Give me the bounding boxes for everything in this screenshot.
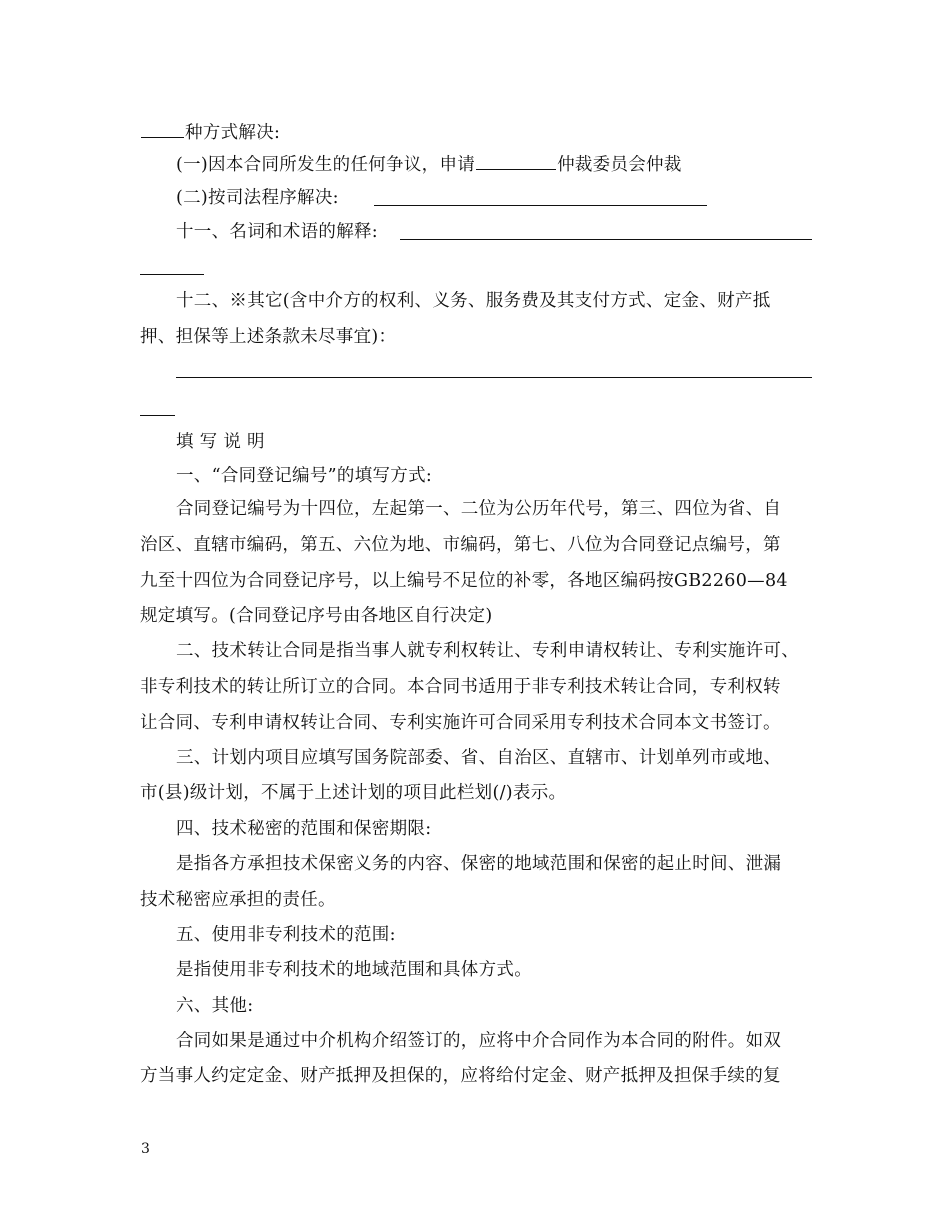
paragraph-line [140, 781, 566, 805]
line-judicial [176, 186, 339, 210]
text: 四、技术秘密的范围和保密期限: [176, 819, 432, 839]
text: 治区、直辖市编码，第五、六位为地、市编码，第七、八位为合同登记点编号，第 [140, 535, 781, 555]
text: (二)按司法程序解决: [176, 188, 339, 208]
paragraph-line [176, 994, 253, 1018]
blank-underline [140, 415, 175, 416]
line-terms-definition [176, 220, 378, 244]
paragraph-line [140, 533, 781, 557]
text: (一)因本合同所发生的任何争议，申请 [176, 155, 476, 175]
paragraph-line [176, 923, 396, 947]
line-dispute-method [140, 120, 280, 145]
line-item-12 [176, 289, 771, 313]
text: 让合同、专利申请权转让合同、专利实施许可合同采用专利技术合同本文书签订。 [140, 713, 781, 733]
text: 合同登记编号为十四位，左起第一、二位为公历年代号，第三、四位为省、自 [176, 499, 782, 519]
text: 三、计划内项目应填写国务院部委、省、自治区、直辖市、计划单列市或地、 [176, 748, 782, 768]
text: 仲裁委员会仲裁 [557, 155, 682, 175]
line-item-12-cont [140, 325, 396, 349]
text: 是指各方承担技术保密义务的内容、保密的地域范围和保密的起止时间、泄漏 [176, 854, 782, 874]
text: 五、使用非专利技术的范围: [176, 925, 396, 945]
paragraph-line [140, 711, 781, 735]
paragraph-line [176, 639, 799, 663]
paragraph-line [176, 497, 781, 521]
text: 种方式解决: [185, 123, 281, 143]
text: 方当事人约定定金、财产抵押及担保的，应将给付定金、财产抵押及担保手续的复 [140, 1066, 781, 1086]
text: 二、技术转让合同是指当事人就专利权转让、专利申请权转让、专利实施许可、 [176, 641, 799, 661]
paragraph-line [176, 852, 781, 876]
text: 九至十四位为合同登记序号，以上编号不足位的补零，各地区编码按GB2260—84 [140, 571, 788, 591]
text: 填 写 说 明 [176, 432, 265, 452]
text: 非专利技术的转让所订立的合同。本合同书适用于非专利技术转让合同，专利权转 [140, 677, 781, 697]
blank-underline [141, 120, 184, 138]
line-arbitration [176, 152, 682, 177]
text: 十二、※其它(含中介方的权利、义务、服务费及其支付方式、定金、财产抵 [176, 291, 771, 311]
text: 是指使用非专利技术的地域范围和具体方式。 [176, 960, 532, 980]
paragraph-line [176, 1029, 781, 1053]
paragraph-line [140, 569, 788, 593]
text: 十一、名词和术语的解释: [176, 222, 378, 242]
paragraph-line [176, 817, 431, 841]
page-number: 3 [141, 1141, 150, 1157]
text: 合同如果是通过中介机构介绍签订的，应将中介合同作为本合同的附件。如双 [176, 1031, 782, 1051]
text: 市(县)级计划，不属于上述计划的项目此栏划(/)表示。 [140, 783, 567, 803]
text: 押、担保等上述条款未尽事宜)： [140, 327, 397, 347]
text: 一、“合同登记编号”的填写方式: [176, 466, 433, 486]
paragraph-line [140, 604, 492, 628]
blank-underline [176, 377, 812, 378]
paragraph-line [176, 958, 532, 982]
text: 技术秘密应承担的责任。 [140, 890, 336, 910]
paragraph-line [140, 675, 781, 699]
text: 规定填写。(合同登记序号由各地区自行决定) [140, 606, 493, 626]
paragraph-line [176, 746, 781, 770]
blank-underline [140, 274, 204, 275]
paragraph-line [140, 1064, 781, 1088]
section-heading [176, 430, 265, 454]
blank-underline [374, 205, 707, 206]
blank-underline [400, 239, 812, 240]
paragraph-line [140, 888, 336, 912]
paragraph-line [176, 464, 432, 488]
text: 六、其他: [176, 996, 254, 1016]
blank-underline [476, 152, 556, 170]
